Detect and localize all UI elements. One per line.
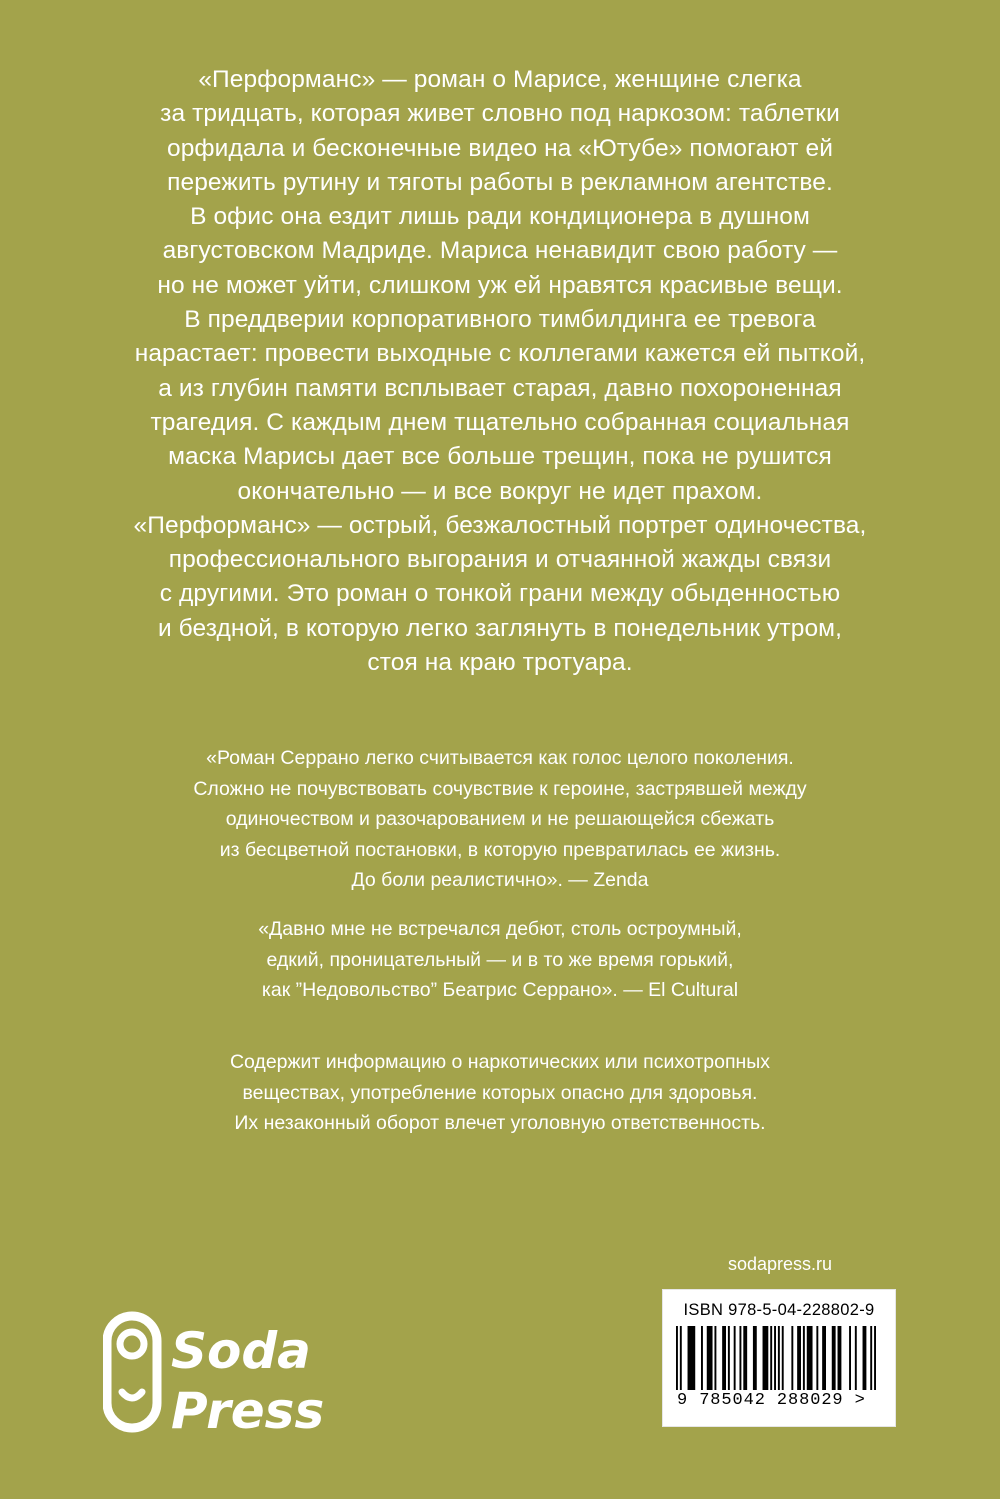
barcode-bar bbox=[838, 1326, 842, 1390]
description-line: профессионального выгорания и отчаянной жажды связи bbox=[168, 546, 832, 574]
barcode-bar bbox=[797, 1326, 801, 1390]
barcode-bar bbox=[722, 1326, 726, 1390]
barcode-bar bbox=[816, 1326, 818, 1390]
barcode-bar bbox=[832, 1326, 836, 1390]
barcode-bar bbox=[701, 1326, 703, 1390]
quote-line: До боли реалистично». — Zenda bbox=[351, 869, 649, 891]
barcode-bar bbox=[774, 1326, 776, 1390]
quote-line: из бесцветной постановки, в которую превратилась ее жизнь. bbox=[219, 838, 781, 861]
warning-line: Их незаконный оборот влечет уголовную ответственность. bbox=[234, 1112, 766, 1134]
barcode-bar bbox=[734, 1326, 736, 1390]
description-line: «Перформанс» — острый, безжалостный портрет одиночества, bbox=[133, 511, 867, 539]
description-line: трагедия. С каждым днем тщательно собранная социальная bbox=[150, 408, 850, 436]
drug-warning bbox=[90, 1047, 910, 1139]
warning-line: веществах, употребление которых опасно для здоровья. bbox=[242, 1081, 758, 1104]
barcode-bar bbox=[803, 1326, 805, 1390]
soda-can-tab-icon bbox=[107, 1316, 157, 1428]
barcode-digits: 9 785042 288029 > bbox=[677, 1391, 866, 1410]
barcode-bar bbox=[807, 1326, 813, 1390]
quote-line: едкий, проницательный — и в то же время горький, bbox=[266, 948, 734, 971]
description-line: орфидала и бесконечные видео на «Ютубе» помогают ей bbox=[166, 134, 834, 162]
barcode-bar bbox=[849, 1326, 851, 1390]
description-line: за тридцать, которая живет словно под наркозом: таблетки bbox=[160, 100, 840, 128]
isbn-barcode bbox=[662, 1289, 896, 1427]
description-line: августовском Мадриде. Мариса ненавидит свою работу — bbox=[162, 237, 838, 265]
quote-line: Сложно не почувствовать сочувствие к героине, застрявшей между bbox=[193, 777, 807, 800]
publisher-website[interactable]: sodapress.ru bbox=[727, 1254, 833, 1274]
description-line: но не может уйти, слишком уж ей нравятся красивые вещи. bbox=[157, 271, 843, 299]
barcode-bar bbox=[874, 1326, 876, 1390]
barcode-bar bbox=[778, 1326, 780, 1390]
review-quote-zenda bbox=[90, 743, 910, 896]
isbn-label: ISBN 978-5-04-228802-9 bbox=[683, 1301, 875, 1319]
barcode-bar bbox=[739, 1326, 741, 1390]
barcode-bar bbox=[707, 1326, 713, 1390]
barcode-bar bbox=[728, 1326, 730, 1390]
barcode-bar bbox=[791, 1326, 793, 1390]
barcode-bar bbox=[753, 1326, 757, 1390]
description-line: стоя на краю тротуара. bbox=[367, 649, 633, 677]
barcode-bar bbox=[743, 1326, 747, 1390]
barcode-bar bbox=[763, 1326, 769, 1390]
description-line: «Перформанс» — роман о Марисе, женщине слегка bbox=[198, 66, 802, 93]
barcode-bar bbox=[822, 1326, 826, 1390]
barcode-bar bbox=[714, 1326, 716, 1390]
description-line: пережить рутину и тяготы работы в рекламном агентстве. bbox=[167, 168, 833, 196]
quote-line: «Роман Серрано легко считывается как голос целого поколения. bbox=[206, 747, 794, 769]
barcode-bar bbox=[863, 1326, 867, 1390]
description-line: маска Марисы дает все больше трещин, пока не рушится bbox=[168, 443, 832, 471]
barcode-bar bbox=[680, 1326, 682, 1390]
description-line: и бездной, в которую легко заглянуть в понедельник утром, bbox=[157, 614, 843, 642]
barcode-bar bbox=[688, 1326, 696, 1390]
quote-line: как ”Недовольство” Беатрис Серрано». — El Cultural bbox=[261, 979, 739, 1001]
soda-press-logo bbox=[103, 1310, 333, 1438]
barcode-bars bbox=[676, 1326, 876, 1398]
logo-text-soda: Soda bbox=[171, 1322, 311, 1380]
description-line: а из глубин памяти всплывает старая, давно похороненная bbox=[158, 374, 842, 402]
quote-line: «Давно мне не встречался дебют, столь остроумный, bbox=[258, 918, 742, 940]
barcode-bar bbox=[782, 1326, 784, 1390]
logo-text-press: Press bbox=[171, 1382, 325, 1438]
barcode-bar bbox=[870, 1326, 872, 1390]
description-line: нарастает: провести выходные с коллегами кажется ей пыткой, bbox=[134, 340, 866, 368]
description-line: окончательно — и все вокруг не идет прахом. bbox=[237, 477, 763, 505]
barcode-bar bbox=[770, 1326, 772, 1390]
description-line: В преддверии корпоративного тимбилдинга ее тревога bbox=[184, 306, 816, 334]
barcode-bar bbox=[676, 1326, 678, 1390]
description-line: В офис она ездит лишь ради кондиционера в душном bbox=[190, 203, 810, 231]
description-line: с другими. Это роман о тонкой грани между обыденностью bbox=[159, 580, 841, 608]
quote-line: одиночеством и разочарованием и не решающейся сбежать bbox=[225, 808, 775, 830]
warning-line: Содержит информацию о наркотических или психотропных bbox=[229, 1051, 771, 1073]
book-description bbox=[90, 63, 910, 680]
review-quote-el-cultural bbox=[90, 914, 910, 1006]
barcode-bar bbox=[855, 1326, 857, 1390]
